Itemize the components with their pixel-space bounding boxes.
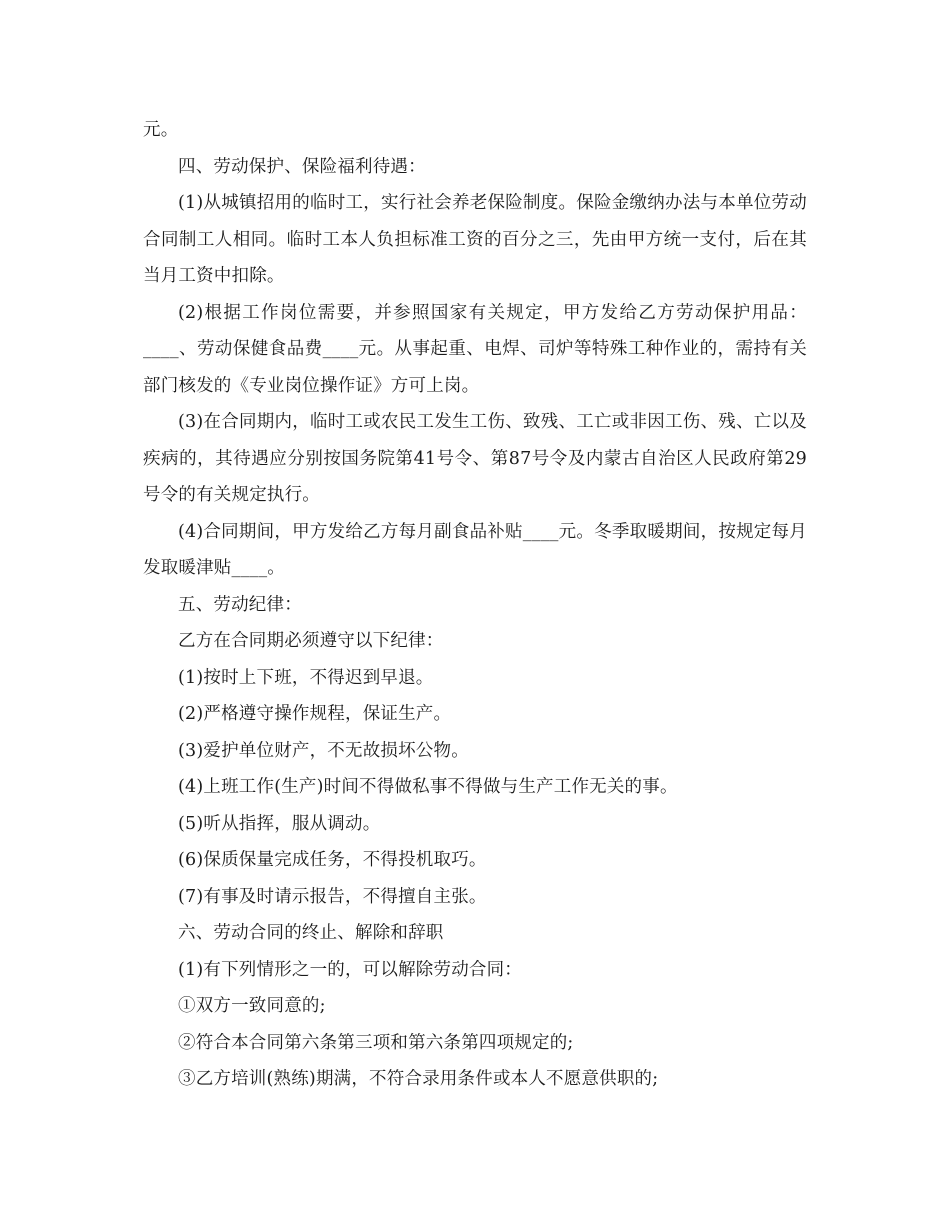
list-item-5-6: (6)保质保量完成任务，不得投机取巧。 <box>178 850 487 870</box>
paragraph-4-1: (1)从城镇招用的临时工，实行社会养老保险制度。保险金缴纳办法与本单位劳动合同制工人相同。临时工本人负担标准工资的百分之三，先由甲方统一支付，后在其当月工资中扣除。 <box>143 193 807 286</box>
paragraph-5-intro: 乙方在合同期必须遵守以下纪律： <box>178 631 444 651</box>
list-item-5-5: (5)听从指挥，服从调动。 <box>178 813 381 834</box>
list-item-6-1-a: ①双方一致同意的; <box>178 996 326 1016</box>
section-heading-4: 四、劳动保护、保险福利待遇： <box>178 156 426 177</box>
list-item-5-3: (3)爱护单位财产，不无故损坏公物。 <box>178 740 469 761</box>
list-item-5-2: (2)严格遵守操作规程，保证生产。 <box>178 704 452 724</box>
paragraph-6-1: (1)有下列情形之一的，可以解除劳动合同： <box>178 959 522 980</box>
list-item-6-1-b: ②符合本合同第六条第三项和第六条第四项规定的; <box>178 1032 574 1053</box>
section-heading-6: 六、劳动合同的终止、解除和辞职 <box>178 923 444 943</box>
list-item-6-1-c: ③乙方培训(熟练)期满，不符合录用条件或本人不愿意供职的; <box>178 1069 659 1089</box>
paragraph-4-2: (2)根据工作岗位需要，并参照国家有关规定，甲方发给乙方劳动保护用品：____、劳动保健食品费____元。从事起重、电焊、司炉等特殊工种作业的，需持有关部门核发的《专业岗位操作证》方可上岗。 <box>143 302 807 396</box>
document-body <box>143 112 807 1098</box>
paragraph-4-4: (4)合同期间，甲方发给乙方每月副食品补贴____元。冬季取暖期间，按规定每月发取暖津贴____。 <box>143 521 807 578</box>
paragraph-continuation: 元。 <box>143 120 179 140</box>
section-heading-5: 五、劳动纪律： <box>178 594 302 615</box>
list-item-5-1: (1)按时上下班，不得迟到早退。 <box>178 667 434 688</box>
paragraph-4-3: (3)在合同期内，临时工或农民工发生工伤、致残、工亡或非因工伤、残、亡以及疾病的，其待遇应分别按国务院第41号令、第87号令及内蒙古自治区人民政府第29号令的有关规定执行。 <box>143 412 807 505</box>
list-item-5-7: (7)有事及时请示报告，不得擅自主张。 <box>178 886 487 907</box>
list-item-5-4: (4)上班工作(生产)时间不得做私事不得做与生产工作无关的事。 <box>178 777 678 797</box>
